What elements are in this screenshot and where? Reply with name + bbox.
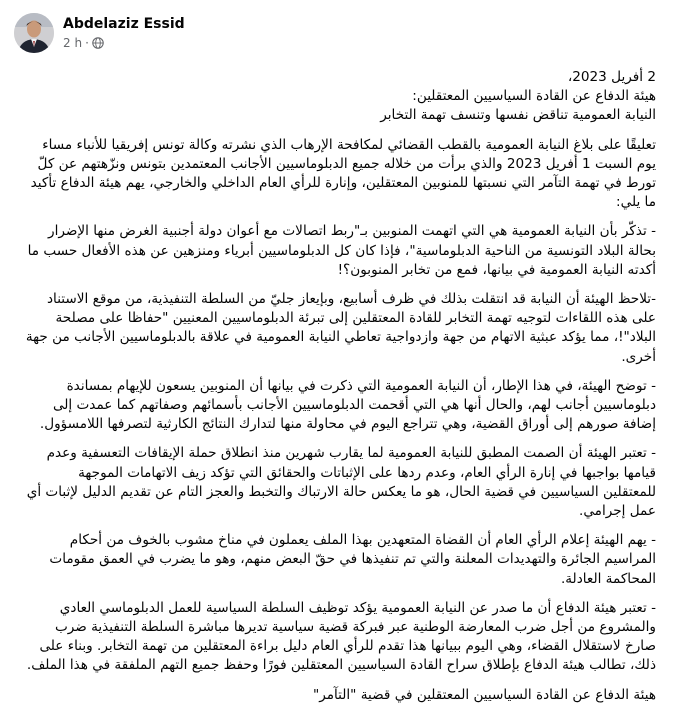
post-paragraph-2: -تلاحظ الهيئة أن النيابة قد انتقلت بذلك في ظرف أسابيع، وبإيعاز جليّ من السلطة التنفيذية، من موقع الاستناد على هذه اللقاءات لتوجيه تهمة التخابر للقادة المعتقلين إلى تبرئة الدبلوماسيين المعنيين "حفاظا على مصلحة البلاد"!، مما يؤكد عبثية الاتهام من جهة وازدواجية تعاطي النيابة العمومية في علاقة بالدبلوماسيين الأجانب من جهة أخرى. — [25, 291, 656, 365]
post-metadata — [63, 35, 185, 51]
post-addressee: هيئة الدفاع عن القادة السياسيين المعتقلين: — [412, 88, 656, 105]
post-intro: تعليقًا على بلاغ النيابة العمومية بالقطب القضائي لمكافحة الإرهاب الذي نشرته وكالة تونس إفريقيا للأنباء مساء يوم السبت 1 أفريل 2023 والذي برأت من خلاله جميع الدبلوماسيين الأجانب المعتمدين بتونس ونزّهتهم عن كلّ تورط في تهمة التآمر التي نسبتها للمنوبين المعتقلين، وإنارة للرأي العام الداخلي والخارجي، يهم هيئة الدفاع تأكيد ما يلي: — [30, 136, 656, 211]
post-paragraph-6: - تعتبر هيئة الدفاع أن ما صدر عن النيابة العمومية يؤكد توظيف السلطة السياسية للعمل الدبلوماسي العادي والمشروع من أجل ضرب المعارضة الوطنية عبر فبركة قضية سياسية تديرها مباشرة السلطة التنفيذية ضرب صارخ لاستقلال القضاء، وهي اليوم ببيانها هذا تقدم للرأي العام دليل براءة المعتقلين من تهمة التخابر. وبناء على ذلك، تطالب هيئة الدفاع بإطلاق سراح القادة السياسيين المعتقلين فورًا وحفظ جميع التهم الملفقة في هذا الملف. — [26, 599, 656, 674]
profile-photo — [14, 13, 54, 53]
author-avatar[interactable] — [14, 13, 54, 53]
post-date: 2 أفريل 2023، — [567, 69, 656, 85]
post-text — [14, 68, 660, 705]
post-paragraph-4: - تعتبر الهيئة أن الصمت المطبق للنيابة العمومية لما يقارب شهرين منذ انطلاق حملة الإيقافات التعسفية وعدم قيامها بواجبها في إنارة الرأي العام، وعدم ردها على الإثباتات والحقائق التي تؤكد زيف الاتهامات الموجهة للمعتقلين السياسيين في قضية الحال، هو ما يعكس حالة الارتباك والتخبط والعجز التام عن تقديم الدليل لإثبات أي عمل إجرامي. — [26, 445, 656, 520]
post-header — [14, 10, 660, 56]
author-name[interactable]: Abdelaziz Essid — [63, 16, 185, 32]
post-paragraph-1: - تذكّر بأن النيابة العمومية هي التي اتهمت المنوبين بـ"ربط اتصالات مع أعوان دولة أجنبية الغرض منها الإضرار بحالة البلاد التونسية من الناحية الدبلوماسية"، فإذا كان كل الدبلوماسيين أبرياء ومنزهين عن هذه الأفعال حسب ما أكدته النيابة العمومية في بيانها، فمع من تخابر المنوبون؟! — [27, 223, 656, 278]
post-paragraph-3: - توضح الهيئة، في هذا الإطار، أن النيابة العمومية التي ذكرت في بيانها أن المنوبين يسعون للإيهام بمساندة دبلوماسيين أجانب لهم، والحال أنها هي التي أقحمت الدبلوماسيين الأجانب بأسمائهم وصفاتهم كما عمدت إلى إضافة صورهم إلى أوراق القضية، وهي تتراجع اليوم في محاولة منها لتدارك النتائج الكارثية لتصرفها اللامسؤول. — [39, 377, 656, 433]
post-paragraph-5: - يهم الهيئة إعلام الرأي العام أن القضاة المتعهدين بهذا الملف يعملون في مناخ مشوب بالخوف من أحكام المراسيم الجائرة والتهديدات المعلنة والتي تم تنفيذها في حقّ البعض منهم، وهو ما يضرب في العمق مقومات المحاكمة العادلة. — [49, 532, 656, 587]
meta-separator: · — [85, 36, 89, 50]
post-signature: هيئة الدفاع عن القادة السياسيين المعتقلين في قضية "التآمر" — [312, 686, 656, 703]
post-timestamp[interactable]: 2 h — [63, 36, 83, 50]
post-headline: النيابة العمومية تناقض نفسها وتنسف تهمة التخابر — [380, 107, 656, 124]
globe-icon — [92, 37, 104, 49]
